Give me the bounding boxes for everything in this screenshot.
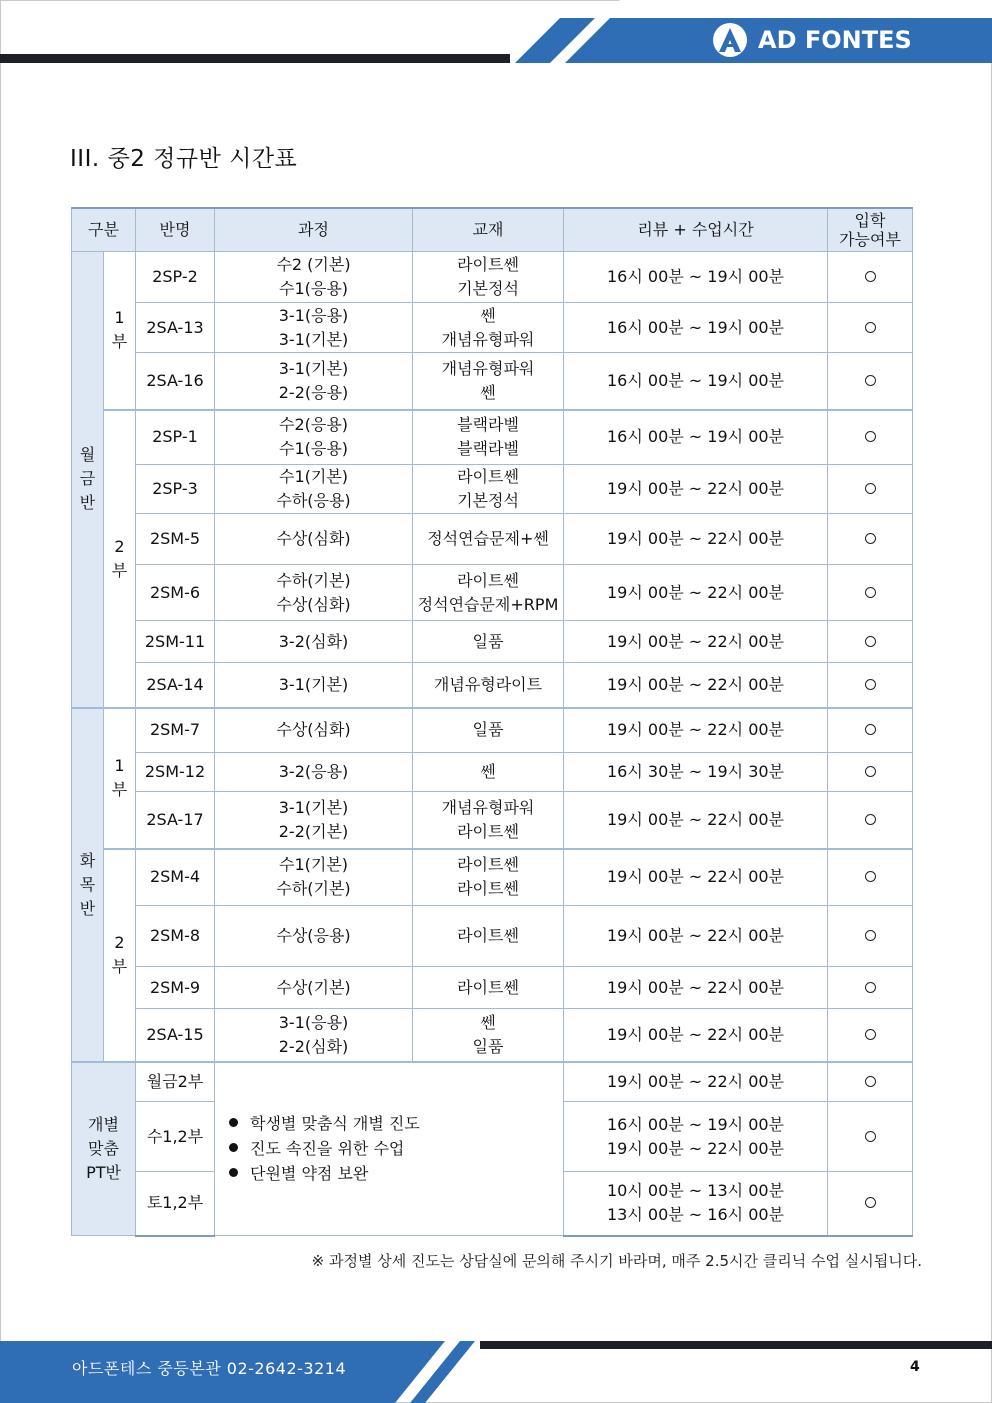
- table-row: [72, 849, 913, 906]
- class-time: 16시 00분 ~ 19시 00분 19시 00분 ~ 22시 00분: [564, 1102, 828, 1172]
- available-circle-icon: [865, 533, 876, 544]
- bullet-icon: [229, 1118, 238, 1127]
- class-time: 19시 00분 ~ 22시 00분: [564, 967, 828, 1009]
- table-row: [72, 663, 913, 708]
- bullet-text: 학생별 맞춤식 개별 진도: [250, 1114, 420, 1134]
- available-circle-icon: [865, 982, 876, 993]
- availability: [828, 410, 913, 465]
- course: 3-2(심화): [215, 621, 413, 663]
- brand-name: AD FONTES: [758, 26, 912, 54]
- brand-logo: [712, 22, 912, 58]
- class-name: 2SP-1: [136, 410, 215, 465]
- available-circle-icon: [865, 1029, 876, 1040]
- table-row: [72, 410, 913, 465]
- available-circle-icon: [865, 871, 876, 882]
- availability: [828, 663, 913, 708]
- course: 수상(응용): [215, 906, 413, 967]
- textbook: 쎈 개념유형파워: [413, 303, 564, 353]
- bullet-text: 단원별 약점 보완: [250, 1164, 369, 1184]
- class-name: 2SM-9: [136, 967, 215, 1009]
- bullet-text: 진도 속진을 위한 수업: [250, 1139, 405, 1159]
- table-row: [72, 252, 913, 303]
- table-row: [72, 708, 913, 753]
- class-time: 19시 00분 ~ 22시 00분: [564, 465, 828, 514]
- availability: [828, 849, 913, 906]
- course: 3-1(기본): [215, 663, 413, 708]
- class-name: 2SA-16: [136, 353, 215, 410]
- table-row: [72, 565, 913, 621]
- availability: [828, 753, 913, 792]
- available-circle-icon: [865, 930, 876, 941]
- pt-group-label: 개별 맞춤 PT반: [72, 1062, 136, 1236]
- textbook: 라이트쎈: [413, 906, 564, 967]
- part-label-text: 1 부: [111, 308, 128, 352]
- class-time: 16시 30분 ~ 19시 30분: [564, 753, 828, 792]
- available-circle-icon: [865, 431, 876, 442]
- class-name: 수1,2부: [136, 1102, 215, 1172]
- class-name: 2SA-13: [136, 303, 215, 353]
- section-title: III. 중2 정규반 시간표: [70, 146, 298, 172]
- textbook: 일품: [413, 708, 564, 753]
- available-circle-icon: [865, 1197, 876, 1208]
- class-name: 2SM-5: [136, 514, 215, 565]
- class-time: 19시 00분 ~ 22시 00분: [564, 663, 828, 708]
- class-name: 월금2부: [136, 1062, 215, 1102]
- table-row: [72, 514, 913, 565]
- header-textbook: 교재: [413, 208, 564, 252]
- availability: [828, 303, 913, 353]
- availability: [828, 565, 913, 621]
- header-class-name: 반명: [136, 208, 215, 252]
- textbook: 개념유형파워 쎈: [413, 353, 564, 410]
- available-circle-icon: [865, 1076, 876, 1087]
- table-row: [72, 967, 913, 1009]
- textbook: 개념유형라이트: [413, 663, 564, 708]
- availability: [828, 465, 913, 514]
- textbook: 블랙라벨 블랙라벨: [413, 410, 564, 465]
- pt-description: [215, 1062, 564, 1236]
- class-time: 16시 00분 ~ 19시 00분: [564, 353, 828, 410]
- class-time: 19시 00분 ~ 22시 00분: [564, 792, 828, 849]
- part-label-text: 1 부: [111, 756, 128, 799]
- textbook: 쎈: [413, 753, 564, 792]
- availability: [828, 353, 913, 410]
- available-circle-icon: [865, 679, 876, 690]
- class-time: 19시 00분 ~ 22시 00분: [564, 565, 828, 621]
- class-name: 2SA-14: [136, 663, 215, 708]
- textbook: 일품: [413, 621, 564, 663]
- table-body: [72, 252, 913, 1236]
- course: 3-1(응용) 2-2(심화): [215, 1009, 413, 1062]
- course: 수상(심화): [215, 514, 413, 565]
- availability: [828, 252, 913, 303]
- class-time: 10시 00분 ~ 13시 00분 13시 00분 ~ 16시 00분: [564, 1172, 828, 1236]
- available-circle-icon: [865, 271, 876, 282]
- page-number: 4: [910, 1359, 920, 1375]
- bullet-item: [229, 1111, 563, 1136]
- table-header-row: [72, 208, 913, 252]
- course: 3-1(기본) 2-2(기본): [215, 792, 413, 849]
- course: 수2(응용) 수1(응용): [215, 410, 413, 465]
- class-time: 16시 00분 ~ 19시 00분: [564, 303, 828, 353]
- group-label: [72, 252, 104, 708]
- bullet-item: [229, 1161, 563, 1186]
- table-row: [72, 621, 913, 663]
- bullet-item: [229, 1136, 563, 1161]
- logo-icon: [712, 22, 748, 58]
- textbook: 라이트쎈 라이트쎈: [413, 849, 564, 906]
- course: 수1(기본) 수하(응용): [215, 465, 413, 514]
- bullet-icon: [229, 1168, 238, 1177]
- footnote: ※ 과정별 상세 진도는 상담실에 문의해 주시기 바라며, 매주 2.5시간 클리닉 수업 실시됩니다.: [311, 1252, 922, 1270]
- part-label-text: 2 부: [111, 933, 128, 976]
- available-circle-icon: [865, 322, 876, 333]
- course: 3-1(기본) 2-2(응용): [215, 353, 413, 410]
- class-time: 19시 00분 ~ 22시 00분: [564, 514, 828, 565]
- table-row: [72, 1062, 913, 1102]
- group-label: [72, 708, 104, 1062]
- class-time: 19시 00분 ~ 22시 00분: [564, 849, 828, 906]
- class-name: 토1,2부: [136, 1172, 215, 1236]
- available-circle-icon: [865, 766, 876, 777]
- class-name: 2SP-2: [136, 252, 215, 303]
- class-time: 19시 00분 ~ 22시 00분: [564, 906, 828, 967]
- availability: [828, 1062, 913, 1102]
- class-time: 19시 00분 ~ 22시 00분: [564, 708, 828, 753]
- class-name: 2SM-7: [136, 708, 215, 753]
- header-time: 리뷰 + 수업시간: [564, 208, 828, 252]
- table-row: [72, 792, 913, 849]
- class-name: 2SM-11: [136, 621, 215, 663]
- availability: [828, 1102, 913, 1172]
- course: 수2 (기본) 수1(응용): [215, 252, 413, 303]
- course: 3-2(응용): [215, 753, 413, 792]
- table-row: [72, 1009, 913, 1062]
- availability: [828, 708, 913, 753]
- class-time: 19시 00분 ~ 22시 00분: [564, 1009, 828, 1062]
- timetable: [71, 207, 913, 1237]
- course: 수하(기본) 수상(심화): [215, 565, 413, 621]
- textbook: 라이트쎈 기본정석: [413, 252, 564, 303]
- course: 수1(기본) 수하(기본): [215, 849, 413, 906]
- available-circle-icon: [865, 1131, 876, 1142]
- availability: [828, 1009, 913, 1062]
- availability: [828, 792, 913, 849]
- group-label-text: 월 금 반: [79, 445, 96, 513]
- class-name: 2SM-4: [136, 849, 215, 906]
- textbook: 쎈 일품: [413, 1009, 564, 1062]
- availability: [828, 967, 913, 1009]
- part-label: [104, 708, 136, 849]
- course: 수상(심화): [215, 708, 413, 753]
- availability: [828, 1172, 913, 1236]
- class-time: 19시 00분 ~ 22시 00분: [564, 1062, 828, 1102]
- class-name: 2SM-12: [136, 753, 215, 792]
- part-label: [104, 410, 136, 708]
- header-course: 과정: [215, 208, 413, 252]
- bullet-icon: [229, 1143, 238, 1152]
- textbook: 정석연습문제+쎈: [413, 514, 564, 565]
- class-time: 19시 00분 ~ 22시 00분: [564, 621, 828, 663]
- table-row: [72, 753, 913, 792]
- class-time: 16시 00분 ~ 19시 00분: [564, 252, 828, 303]
- table-row: [72, 906, 913, 967]
- part-label-text: 2 부: [111, 536, 128, 580]
- available-circle-icon: [865, 724, 876, 735]
- class-time: 16시 00분 ~ 19시 00분: [564, 410, 828, 465]
- availability: [828, 514, 913, 565]
- textbook: 개념유형파워 라이트쎈: [413, 792, 564, 849]
- available-circle-icon: [865, 483, 876, 494]
- course: 3-1(응용) 3-1(기본): [215, 303, 413, 353]
- availability: [828, 906, 913, 967]
- textbook: 라이트쎈 기본정석: [413, 465, 564, 514]
- course: 수상(기본): [215, 967, 413, 1009]
- availability: [828, 621, 913, 663]
- part-label: [104, 252, 136, 410]
- table-row: [72, 303, 913, 353]
- textbook: 라이트쎈 정석연습문제+RPM: [413, 565, 564, 621]
- header-group: 구분: [72, 208, 136, 252]
- table-row: [72, 465, 913, 514]
- available-circle-icon: [865, 814, 876, 825]
- class-name: 2SP-3: [136, 465, 215, 514]
- class-name: 2SA-17: [136, 792, 215, 849]
- available-circle-icon: [865, 636, 876, 647]
- footer-contact: 아드폰테스 중등본관 02-2642-3214: [72, 1359, 347, 1378]
- available-circle-icon: [865, 375, 876, 386]
- textbook: 라이트쎈: [413, 967, 564, 1009]
- class-name: 2SM-8: [136, 906, 215, 967]
- class-name: 2SA-15: [136, 1009, 215, 1062]
- table-row: [72, 353, 913, 410]
- group-label-text: 화 목 반: [79, 850, 96, 918]
- available-circle-icon: [865, 587, 876, 598]
- part-label: [104, 849, 136, 1062]
- class-name: 2SM-6: [136, 565, 215, 621]
- header-availability: 입학 가능여부: [828, 208, 913, 252]
